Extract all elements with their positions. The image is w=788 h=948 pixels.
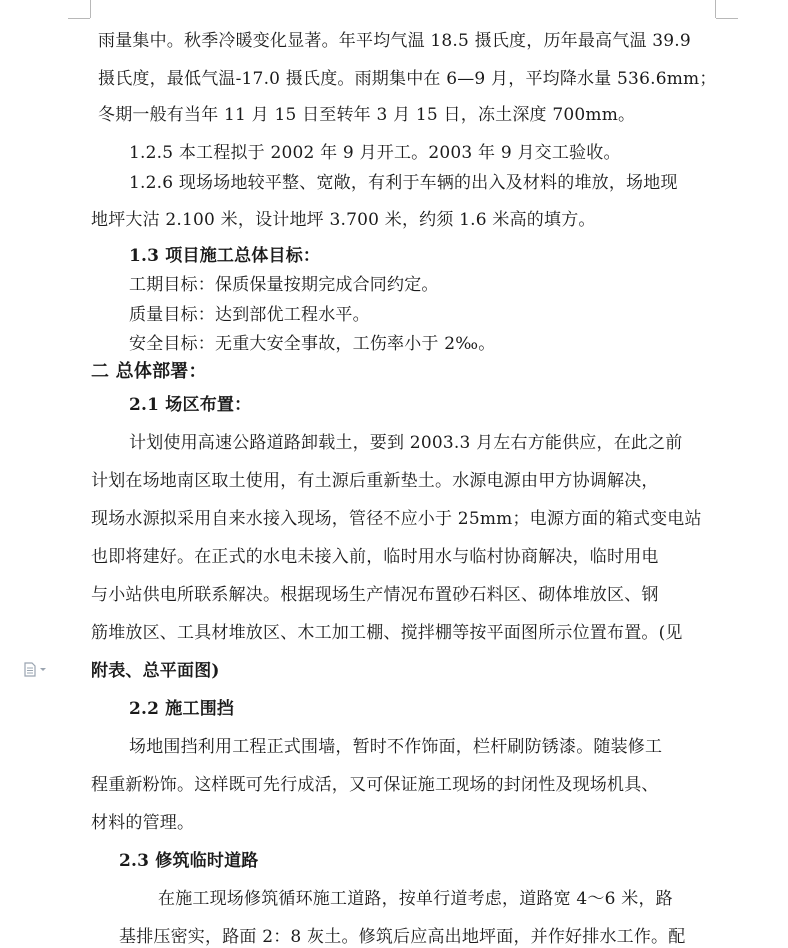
body-line: 与小站供电所联系解决。根据现场生产情况布置砂石料区、砌体堆放区、钢	[91, 585, 659, 605]
body-line: 场地围挡利用工程正式围墙，暂时不作饰面，栏杆刷防锈漆。随装修工	[129, 737, 663, 757]
body-line: 也即将建好。在正式的水电未接入前，临时用水与临村协商解决，临时用电	[91, 547, 659, 567]
section-heading-1-3: 1.3 项目施工总体目标：	[129, 246, 321, 266]
body-line-reference: 附表、总平面图)	[91, 661, 220, 681]
section-heading-2-1: 2.1 场区布置：	[129, 395, 252, 415]
document-outline-icon[interactable]	[24, 661, 50, 677]
body-line: 冬期一般有当年 11 月 15 日至转年 3 月 15 日，冻土深度 700mm。	[98, 105, 636, 125]
body-line: 材料的管理。	[91, 813, 195, 833]
body-line: 雨量集中。秋季冷暖变化显著。年平均气温 18.5 摄氏度，历年最高气温 39.9	[98, 31, 691, 51]
body-line: 地坪大沽 2.100 米，设计地坪 3.700 米，约须 1.6 米高的填方。	[91, 210, 596, 230]
body-line: 在施工现场修筑循环施工道路，按单行道考虑，道路宽 4～6 米，路	[158, 889, 673, 909]
page-glyph-icon	[24, 662, 36, 677]
crop-mark-top-left-horizontal	[68, 18, 90, 19]
body-line: 1.2.6 现场场地较平整、宽敞，有利于车辆的出入及材料的堆放，场地现	[129, 173, 678, 193]
body-line: 基排压密实，路面 2：8 灰土。修筑后应高出地坪面，并作好排水工作。配	[119, 927, 686, 947]
body-line: 现场水源拟采用自来水接入现场，管径不应小于 25mm；电源方面的箱式变电站	[91, 509, 702, 529]
goal-schedule: 工期目标：保质保量按期完成合同约定。	[129, 275, 439, 295]
section-heading-2-2: 2.2 施工围挡	[129, 699, 235, 719]
crop-mark-top-left-vertical	[90, 0, 91, 18]
body-line: 1.2.5 本工程拟于 2002 年 9 月开工。2003 年 9 月交工验收。	[129, 143, 621, 163]
body-line: 摄氏度，最低气温-17.0 摄氏度。雨期集中在 6—9 月，平均降水量 536.6mm；	[98, 69, 717, 89]
body-line: 筋堆放区、工具材堆放区、木工加工棚、搅拌棚等按平面图所示位置布置。(见	[91, 623, 683, 643]
chapter-heading-2: 二 总体部署：	[91, 361, 207, 382]
goal-safety: 安全目标：无重大安全事故，工伤率小于 2‰。	[129, 334, 496, 354]
crop-mark-top-right-horizontal	[716, 18, 738, 19]
crop-mark-top-right-vertical	[715, 0, 716, 18]
body-line: 计划在场地南区取土使用，有土源后重新垫土。水源电源由甲方协调解决，	[91, 471, 659, 491]
chevron-down-icon	[40, 668, 46, 671]
body-line: 计划使用高速公路道路卸载土，要到 2003.3 月左右方能供应，在此之前	[129, 433, 683, 453]
goal-quality: 质量目标：达到部优工程水平。	[129, 305, 370, 325]
body-line: 程重新粉饰。这样既可先行成活，又可保证施工现场的封闭性及现场机具、	[91, 775, 659, 795]
section-heading-2-3: 2.3 修筑临时道路	[119, 851, 259, 871]
